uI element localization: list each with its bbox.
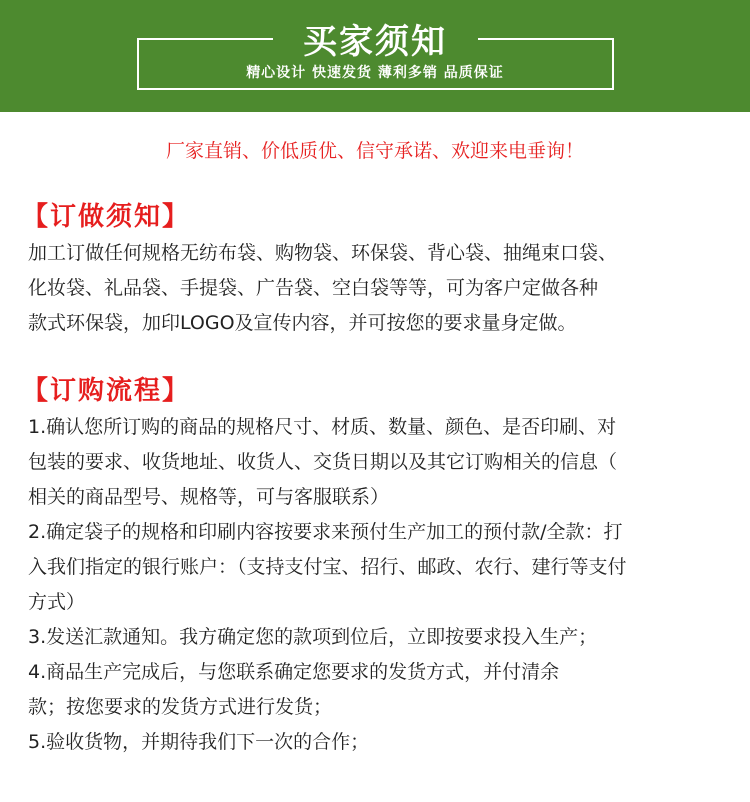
order-line: 相关的商品型号、规格等，可与客服联系） [28,486,390,508]
custom-paragraph [28,236,728,341]
order-line: 4.商品生产完成后，与您联系确定您要求的发货方式，并付清余 [28,661,560,683]
order-line: 方式） [28,591,86,613]
order-line: 款；按您要求的发货方式进行发货； [28,696,333,718]
custom-heading: 【订做须知】 [22,202,191,232]
banner-subtitle: 精心设计 快速发货 薄利多销 品质保证 [246,65,504,81]
order-line: 入我们指定的银行账户：（支持支付宝、招行、邮政、农行、建行等支付 [28,556,627,578]
custom-line: 加工订做任何规格无纺布袋、购物袋、环保袋、背心袋、抽绳束口袋、 [28,242,618,264]
banner-title: 买家须知 [303,22,447,62]
banner-frame-line [137,88,614,90]
order-line: 1.确认您所订购的商品的规格尺寸、材质、数量、颜色、是否印刷、对 [28,416,617,438]
header-banner [0,0,750,112]
order-line: 3.发送汇款通知。我方确定您的款项到位后，立即按要求投入生产； [28,626,598,648]
order-heading: 【订购流程】 [22,376,191,406]
order-line: 2.确定袋子的规格和印刷内容按要求来预付生产加工的预付款/全款：打 [28,521,623,543]
order-paragraph [28,410,728,760]
slogan: 厂家直销、价低质优、信守承诺、欢迎来电垂询！ [165,140,584,162]
custom-line: 化妆袋、礼品袋、手提袋、广告袋、空白袋等等，可为客户定做各种 [28,277,599,299]
order-line: 包装的要求、收货地址、收货人、交货日期以及其它订购相关的信息（ [28,451,618,473]
order-line: 5.验收货物，并期待我们下一次的合作； [28,731,370,753]
custom-line: 款式环保袋，加印LOGO及宣传内容，并可按您的要求量身定做。 [28,312,577,334]
